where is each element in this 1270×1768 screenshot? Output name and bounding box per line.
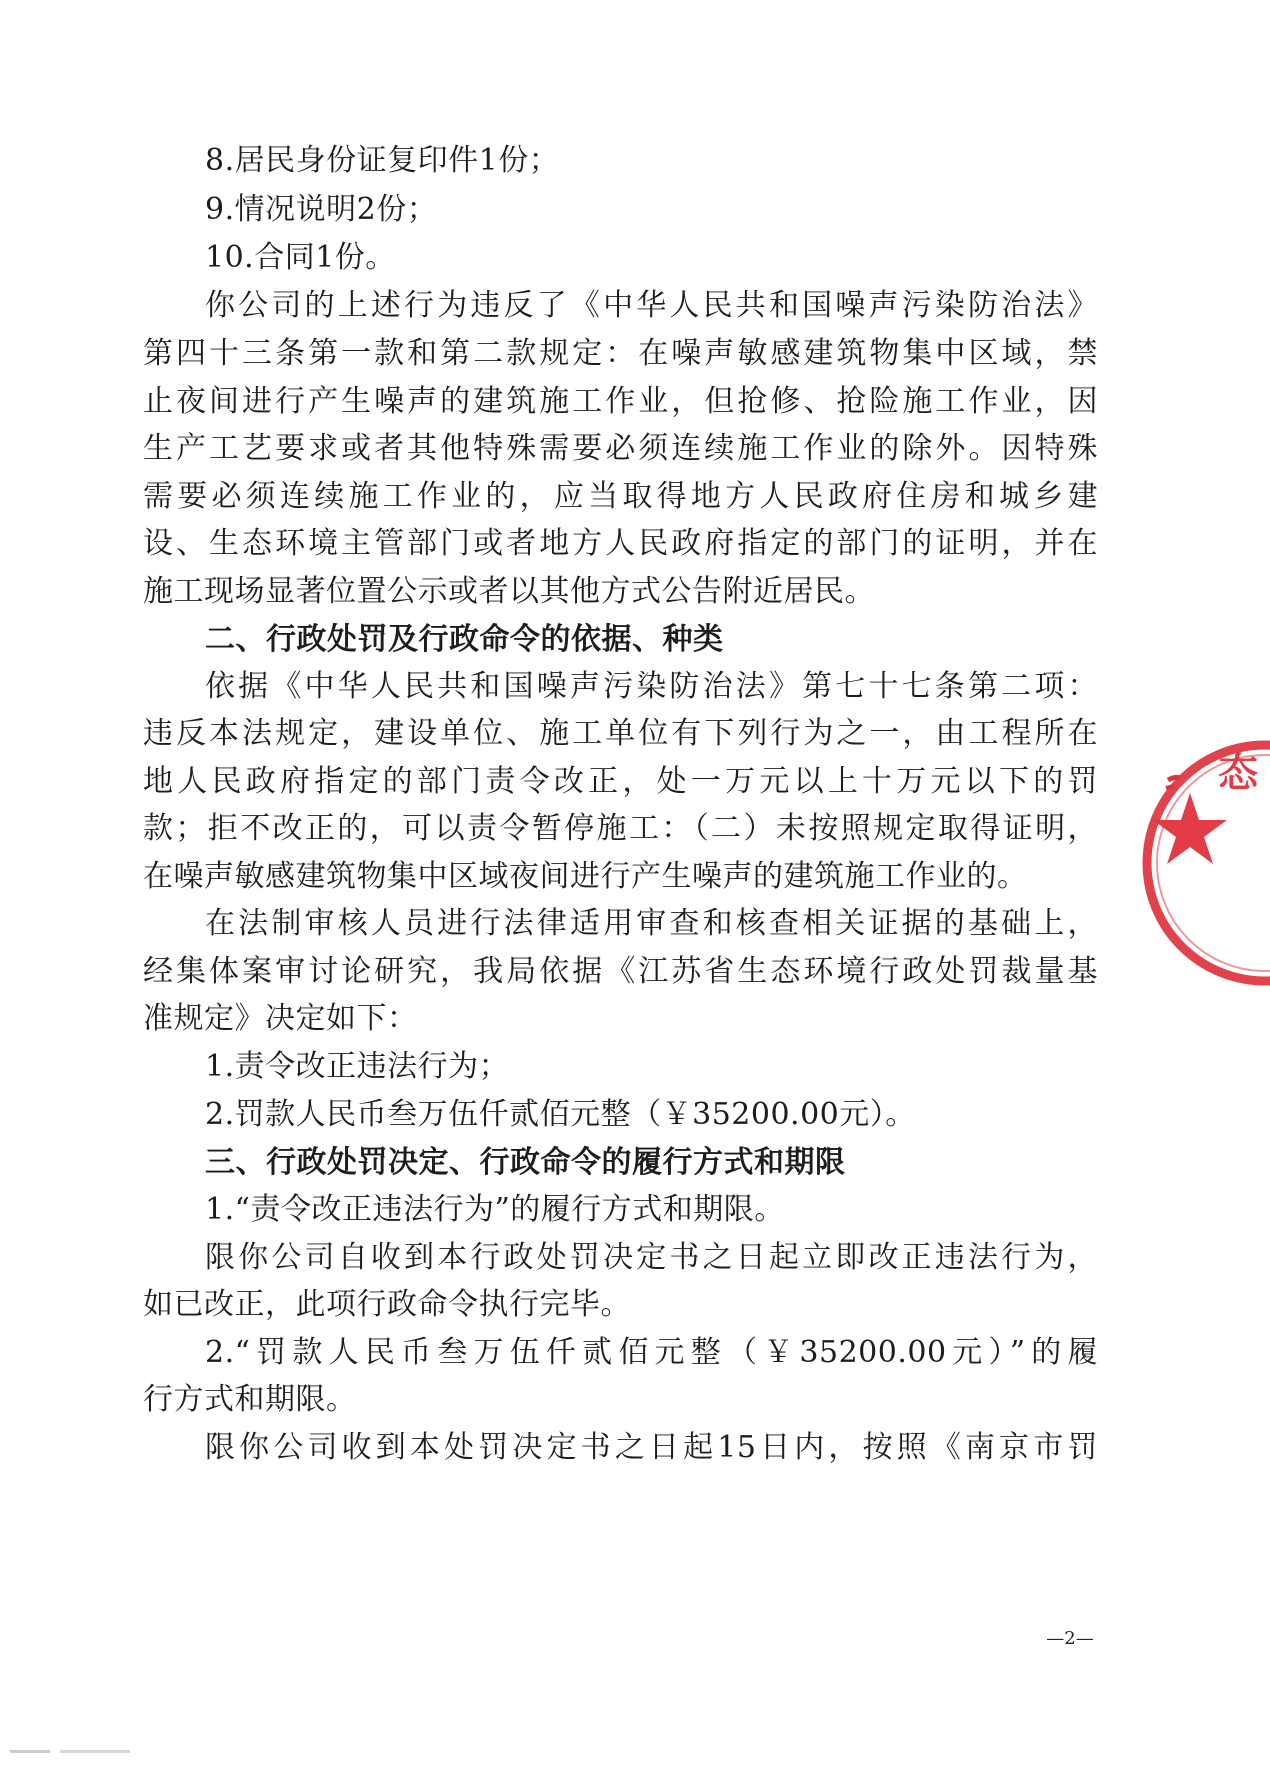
page-number: —2— (1046, 1628, 1094, 1649)
paragraph-line: 地人民政府指定的部门责令改正，处一万元以上十万元以下的罚 (143, 764, 1098, 799)
list-item: 2.罚款人民币叁万伍仟贰佰元整（￥35200.00元）。 (205, 1097, 916, 1132)
paragraph-line: 行方式和期限。 (143, 1382, 357, 1417)
paragraph-line: 你公司的上述行为违反了《中华人民共和国噪声污染防治法》 (205, 288, 1098, 323)
paragraph-line: 款；拒不改正的，可以责令暂停施工：（二）未按照规定取得证明， (143, 811, 1098, 846)
section-heading: 二、行政处罚及行政命令的依据、种类 (205, 622, 724, 657)
paragraph-line: 在噪声敏感建筑物集中区域夜间进行产生噪声的建筑施工作业的。 (143, 859, 1028, 894)
official-seal-icon (1130, 728, 1270, 998)
section-heading: 三、行政处罚决定、行政命令的履行方式和期限 (205, 1145, 846, 1180)
list-item: 10.合同1份。 (205, 240, 396, 275)
paragraph-line: 施工现场显著位置公示或者以其他方式公告附近居民。 (143, 574, 875, 609)
paragraph-line: 依据《中华人民共和国噪声污染防治法》第七十七条第二项： (205, 669, 1098, 704)
paragraph-line: 违反本法规定，建设单位、施工单位有下列行为之一，由工程所在 (143, 716, 1098, 751)
list-item: 2.“罚款人民币叁万伍仟贰佰元整（￥35200.00元）”的履 (205, 1335, 1098, 1370)
paragraph-line: 如已改正，此项行政命令执行完毕。 (143, 1287, 631, 1322)
paragraph-line: 准规定》决定如下： (143, 1001, 418, 1036)
list-item: 1.“责令改正违法行为”的履行方式和期限。 (205, 1192, 785, 1227)
paragraph-line: 第四十三条第一款和第二款规定：在噪声敏感建筑物集中区域，禁 (143, 336, 1098, 371)
scan-edge-mark (0, 1748, 200, 1756)
list-item: 9.情况说明2份； (205, 192, 438, 227)
paragraph-line: 止夜间进行产生噪声的建筑施工作业，但抢修、抢险施工作业，因 (143, 384, 1098, 419)
paragraph-line: 限你公司自收到本行政处罚决定书之日起立即改正违法行为， (205, 1240, 1098, 1275)
seal-text: 态 (1218, 750, 1258, 796)
paragraph-line: 限你公司收到本处罚决定书之日起15日内，按照《南京市罚 (205, 1430, 1098, 1465)
list-item: 8.居民身份证复印件1份； (205, 143, 560, 178)
paragraph-line: 需要必须连续施工作业的，应当取得地方人民政府住房和城乡建 (143, 479, 1098, 514)
paragraph-line: 经集体案审讨论研究，我局依据《江苏省生态环境行政处罚裁量基 (143, 954, 1098, 989)
paragraph-line: 在法制审核人员进行法律适用审查和核查相关证据的基础上， (205, 906, 1098, 941)
list-item: 1.责令改正违法行为； (205, 1049, 510, 1084)
paragraph-line: 生产工艺要求或者其他特殊需要必须连续施工作业的除外。因特殊 (143, 431, 1098, 466)
paragraph-line: 设、生态环境主管部门或者地方人民政府指定的部门的证明，并在 (143, 526, 1098, 561)
